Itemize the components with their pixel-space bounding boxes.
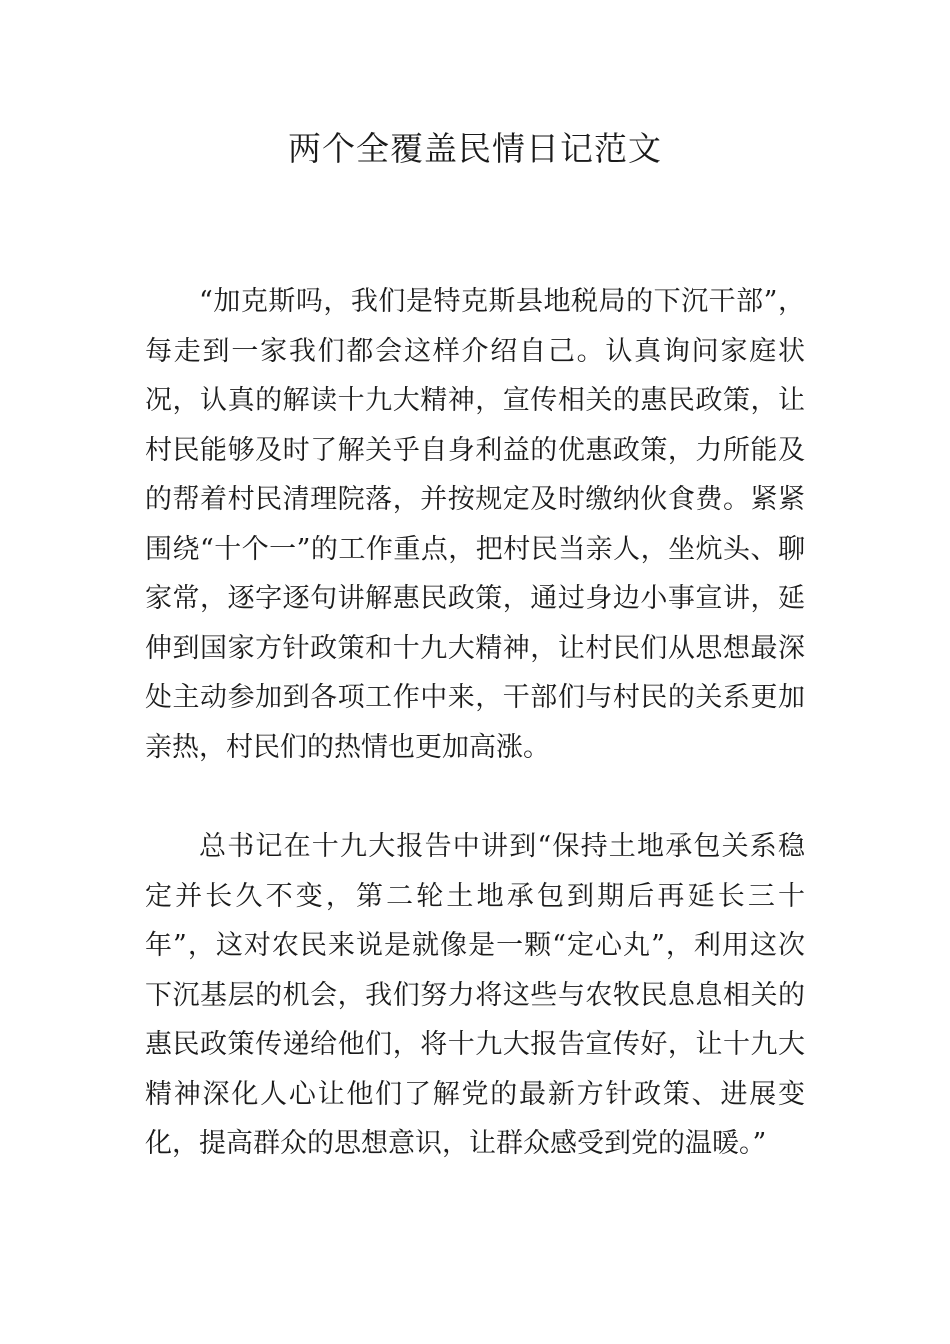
body-paragraph-2: 总书记在十九大报告中讲到“保持土地承包关系稳定并长久不变，第二轮土地承包到期后再延长三十年”，这对农民来说是就像是一颗“定心丸”，利用这次下沉基层的机会，我们努力将这些与农牧民息息相关的惠民政策传递给他们，将十九大报告宣传好，让十九大精神深化人心让他们了解党的最新方针政策、进展变化，提高群众的思想意识，让群众感受到党的温暖。” (145, 831, 805, 1159)
document-title: 两个全覆盖民情日记范文 (288, 129, 662, 168)
body-paragraph-1: “加克斯吗，我们是特克斯县地税局的下沉干部”，每走到一家我们都会这样介绍自己。认真询问家庭状况，认真的解读十九大精神，宣传相关的惠民政策，让村民能够及时了解关乎自身利益的优惠政策，力所能及的帮着村民清理院落，并按规定及时缴纳伙食费。紧紧围绕“十个一”的工作重点，把村民当亲人，坐炕头、聊家常，逐字逐句讲解惠民政策，通过身边小事宣讲，延伸到国家方针政策和十九大精神，让村民们从思想最深处主动参加到各项工作中来，干部们与村民的关系更加亲热，村民们的热情也更加高涨。 (145, 286, 805, 763)
